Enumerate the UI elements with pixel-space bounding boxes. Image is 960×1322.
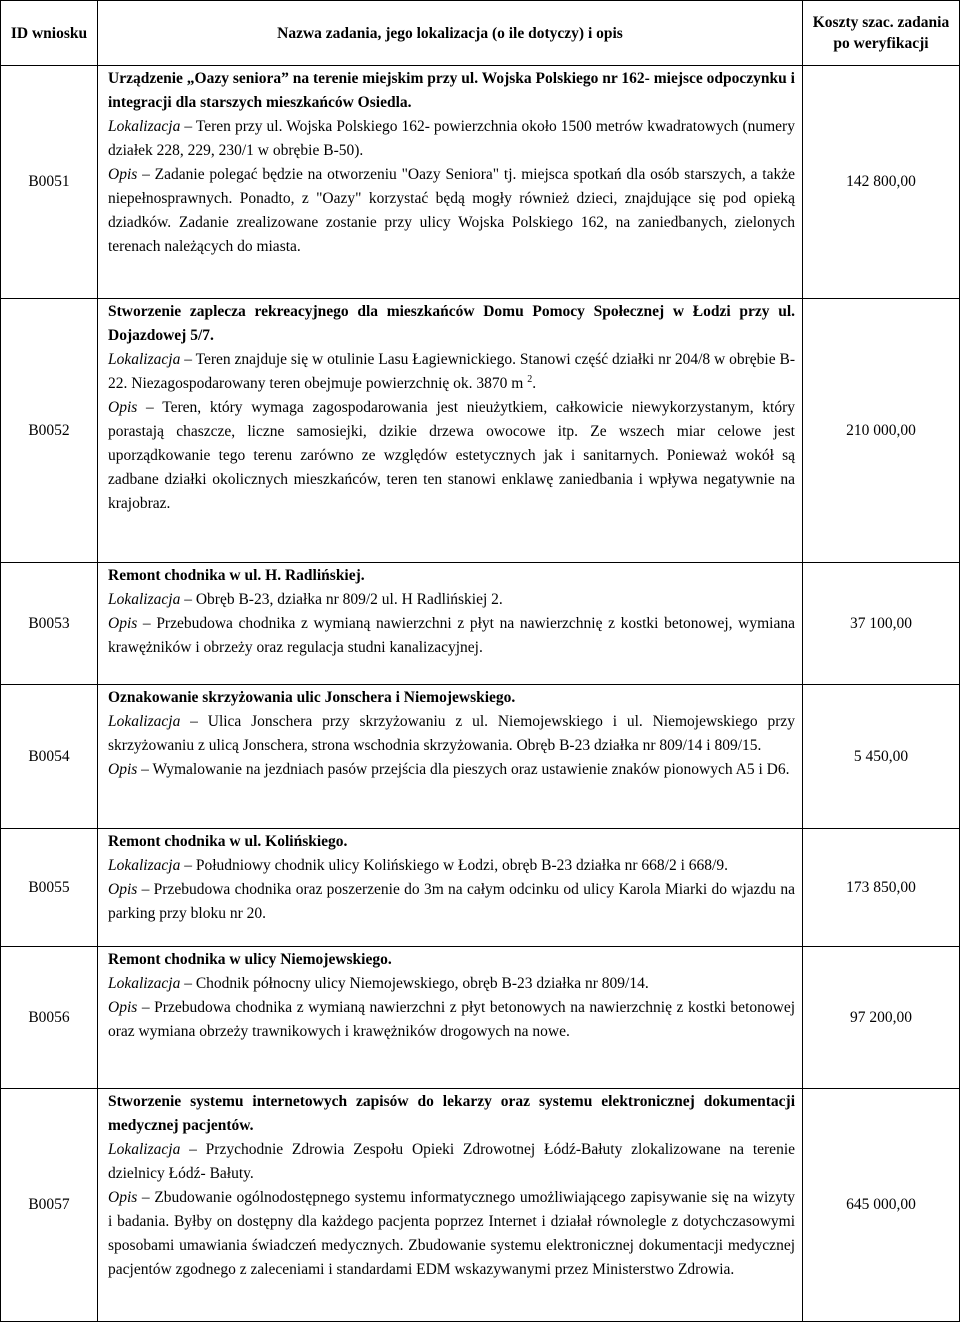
location-label: Lokalizacja – [108,975,192,992]
description-label: Opis – [108,999,150,1016]
location-label: Lokalizacja – [108,591,192,608]
row-id: B0055 [1,829,98,947]
superscript: 2 [527,373,533,385]
row-title: Stworzenie systemu internetowych zapisów do lekarzy oraz systemu elektronicznej dokumentacji medycznej pacjentów. [108,1093,795,1134]
description-label: Opis – [108,1189,150,1206]
table-row [1,66,960,299]
row-id: B0052 [1,299,98,563]
table-row [1,947,960,1089]
description-text: Przebudowa chodnika z wymianą nawierzchni z płyt betonowych na nawierzchnię z kostki betonowej oraz wymiana obrzeży trawnikowych i krawężników drogowych na nowe. [108,999,795,1040]
row-title: Remont chodnika w ulicy Niemojewskiego. [108,951,392,968]
row-description [98,685,803,829]
header-cost: Koszty szac. zadania po weryfikacji [803,1,960,66]
table-row [1,299,960,563]
location-text: Południowy chodnik ulicy Kolińskiego w Łodzi, obręb B-23 działka nr 668/2 i 668/9. [195,857,728,874]
location-label: Lokalizacja – [108,351,192,368]
row-id: B0051 [1,66,98,299]
location-text: Chodnik północny ulicy Niemojewskiego, obręb B-23 działka nr 809/14. [195,975,649,992]
description-label: Opis – [108,166,150,183]
location-end: . [532,375,537,392]
description-text: Teren, który wymaga zagospodarowania jest nieużytkiem, całkowicie niewykorzystanym, który porastają chaszcze, liczne samosiejki, dzikie drzewa owocowe itp. Ze wszech miar celowe jest uporządkowanie tego terenu zarówno ze względów estetycznych jak i sanitarnych. Ponieważ wokół są zadbane działki okolicznych mieszkańców, teren ten stanowi enklawę zaniedbania i wpływa negatywnie na krajobraz. [108,399,795,512]
row-description [98,1089,803,1322]
location-text: Obręb B-23, działka nr 809/2 ul. H Radlińskiej 2. [195,591,503,608]
table-row [1,563,960,685]
row-cost: 97 200,00 [803,947,960,1089]
description-text: Wymalowanie na jezdniach pasów przejścia dla pieszych oraz ustawienie znaków pionowych A5 i D6. [152,761,790,778]
row-cost: 645 000,00 [803,1089,960,1322]
header-id: ID wniosku [1,1,98,66]
description-label: Opis – [108,399,154,416]
row-cost: 210 000,00 [803,299,960,563]
row-id: B0053 [1,563,98,685]
row-id: B0057 [1,1089,98,1322]
row-cost: 142 800,00 [803,66,960,299]
row-id: B0056 [1,947,98,1089]
description-label: Opis – [108,761,149,778]
row-description [98,829,803,947]
row-title: Remont chodnika w ul. Kolińskiego. [108,833,348,850]
header-name: Nazwa zadania, jego lokalizacja (o ile dotyczy) i opis [98,1,803,66]
description-text: Zadanie polegać będzie na otworzeniu "Oazy Seniora" tj. miejsca spotkań dla osób starszych, a także niepełnosprawnych. Ponadto, z "Oazy" korzystać będą mogły również dzieci, znajdujące się pod opieką dziadków. Zadanie zrealizowane zostanie przy ulicy Wojska Polskiego 162, na zaniedbanych, zielonych terenach należących do miasta. [108,166,795,255]
location-text: Teren przy ul. Wojska Polskiego 162- powierzchnia około 1500 metrów kwadratowych (numery działek 228, 229, 230/1 w obrębie B-50). [108,118,795,159]
location-label: Lokalizacja – [108,857,192,874]
description-text: Zbudowanie ogólnodostępnego systemu informatycznego umożliwiającego zapisywanie się na wizyty i badania. Byłby on dostępny dla każdego pacjenta poprzez Internet i działał równolegle z dotychczasowymi sposobami umawiania świadczeń medycznych. Zbudowanie systemu elektronicznej dokumentacji medycznej pacjentów zgodnego z zaleceniami i standardami EDM wskazywanymi przez Ministerstwo Zdrowia. [108,1189,795,1278]
row-description [98,299,803,563]
row-cost: 37 100,00 [803,563,960,685]
row-title: Remont chodnika w ul. H. Radlińskiej. [108,567,365,584]
row-title: Urządzenie „Oazy seniora” na terenie miejskim przy ul. Wojska Polskiego nr 162- miejsce odpoczynku i integracji dla starszych mieszkańców Osiedla. [108,70,795,111]
location-label: Lokalizacja – [108,118,193,135]
row-description [98,66,803,299]
location-label: Lokalizacja – [108,713,198,730]
row-title: Oznakowanie skrzyżowania ulic Jonschera i Niemojewskiego. [108,689,516,706]
description-text: Przebudowa chodnika z wymianą nawierzchni z płyt na nawierzchnię z kostki betonowej, wymiana krawężników i obrzeży oraz regulacja studni kanalizacyjnej. [108,615,795,656]
location-text: Przychodnie Zdrowia Zespołu Opieki Zdrowotnej Łódź-Bałuty zlokalizowane na terenie dzielnicy Łódź- Bałuty. [108,1141,796,1182]
row-id: B0054 [1,685,98,829]
description-label: Opis – [108,881,150,898]
description-text: Przebudowa chodnika oraz poszerzenie do 3m na całym odcinku od ulicy Karola Miarki do wjazdu na parking przy bloku nr 20. [108,881,795,922]
table-row [1,1089,960,1322]
location-text: Ulica Jonschera przy skrzyżowaniu z ul. Niemojewskiego i ul. Niemojewskiego przy skrzyżowaniu z ulicą Jonschera, strona wschodnia skrzyżowania. Obręb B-23 działka nr 809/14 i 809/15. [108,713,795,754]
table-header-row [1,1,960,66]
row-cost: 5 450,00 [803,685,960,829]
table-row [1,685,960,829]
row-title: Stworzenie zaplecza rekreacyjnego dla mieszkańców Domu Pomocy Społecznej w Łodzi przy ul. Dojazdowej 5/7. [108,303,795,344]
row-description [98,563,803,685]
description-label: Opis – [108,615,151,632]
table-row [1,829,960,947]
row-cost: 173 850,00 [803,829,960,947]
row-description [98,947,803,1089]
location-label: Lokalizacja – [108,1141,197,1158]
location-text: Teren znajduje się w otulinie Lasu Łagiewnickiego. Stanowi część działki nr 204/8 w obrębie B-22. Niezagospodarowany teren obejmuje powierzchnię ok. 3870 m [108,351,795,392]
